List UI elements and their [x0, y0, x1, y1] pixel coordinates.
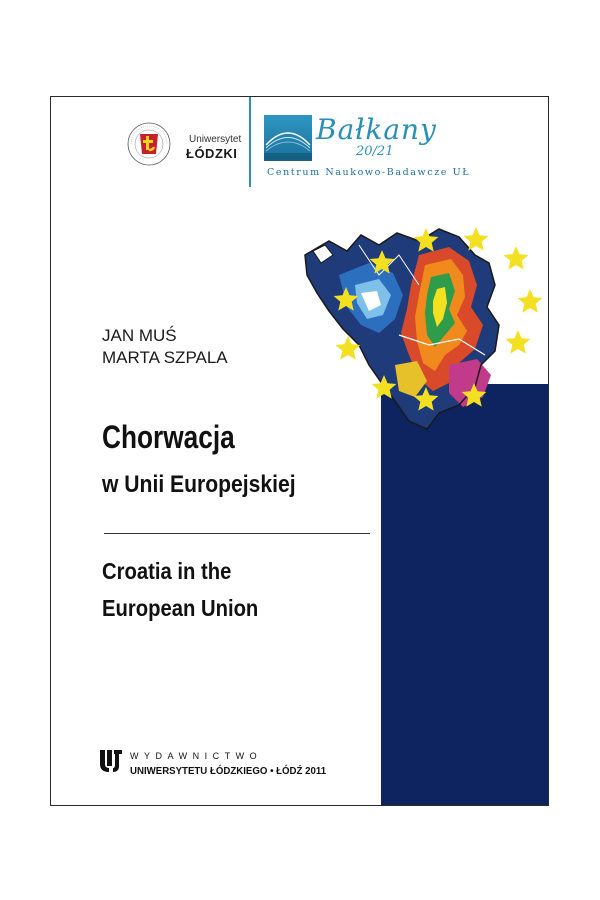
publisher-logo-icon [98, 748, 124, 774]
university-label-line2: ŁÓDZKI [186, 146, 238, 161]
subtitle-line2: European Union [102, 595, 259, 621]
author-name: JAN MUŚ [102, 326, 177, 345]
english-subtitle [102, 553, 258, 627]
balkan-map-illustration [299, 215, 549, 445]
authors [102, 325, 228, 369]
subtitle-line1: Croatia in the [102, 558, 232, 584]
center-year: 20/21 [356, 144, 394, 159]
blue-panel [381, 384, 549, 806]
eu-star [504, 246, 529, 270]
center-subtitle: Centrum Naukowo-Badawcze UŁ [267, 167, 471, 178]
publisher-line2: UNIWERSYTETU ŁÓDZKIEGO • ŁÓDŹ 2011 [130, 765, 327, 777]
publisher-line1: WYDAWNICTWO [130, 751, 263, 761]
title-line1: Chorwacja [102, 419, 235, 455]
bridge-logo-icon [264, 115, 312, 161]
title-divider [104, 533, 370, 534]
book-cover [50, 96, 549, 806]
center-name: Bałkany [316, 113, 437, 146]
title-line2: w Unii Europejskiej [102, 471, 296, 498]
eu-star [506, 330, 531, 354]
eu-star [518, 289, 543, 313]
header-divider [249, 97, 251, 187]
author-name: MARTA SZPALA [102, 348, 228, 367]
university-label-line1: Uniwersytet [189, 134, 242, 145]
university-seal-logo [127, 122, 171, 166]
